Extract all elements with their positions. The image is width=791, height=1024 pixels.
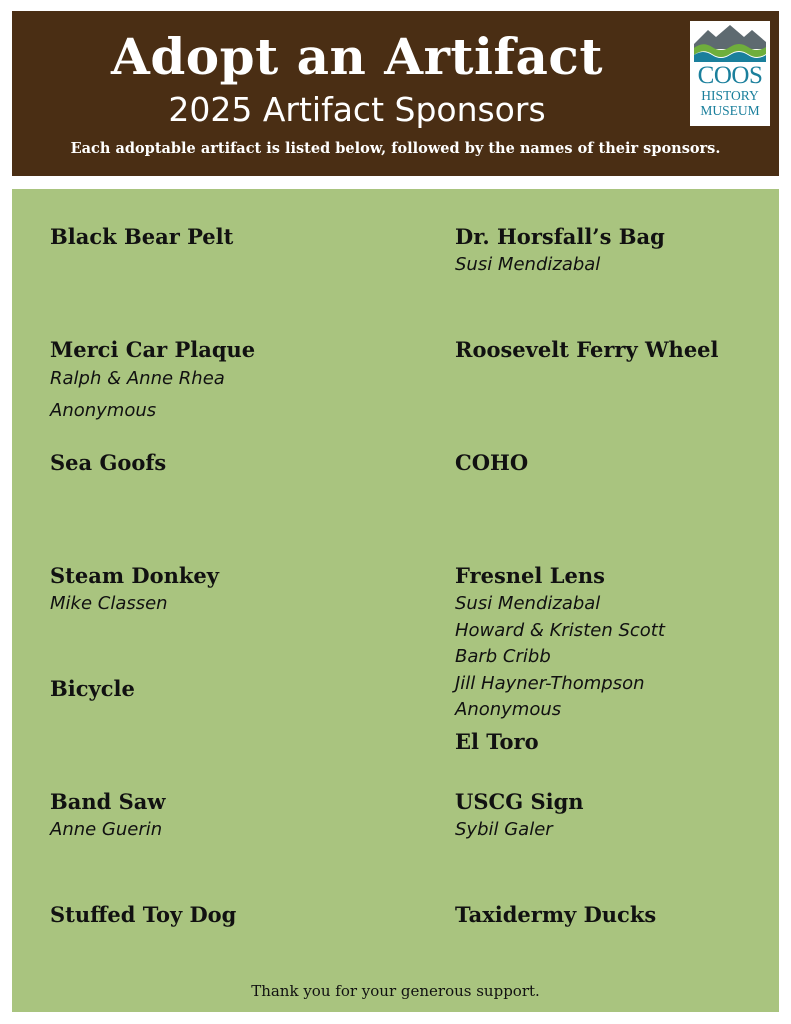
artifact-list-panel	[12, 189, 779, 1012]
artifact-title: Band Saw	[50, 789, 166, 814]
sponsor-list	[455, 591, 665, 724]
artifact-uscg-sign	[455, 789, 584, 845]
sponsor-name: Barb Cribb	[455, 646, 551, 667]
header-banner	[12, 11, 779, 176]
sponsor-name: Anonymous	[50, 400, 157, 421]
artifact-merci-car-plaque	[50, 337, 255, 427]
artifact-title: Stuffed Toy Dog	[50, 902, 237, 927]
sponsor-name: Sybil Galer	[455, 819, 553, 840]
artifact-title: Roosevelt Ferry Wheel	[455, 337, 719, 362]
sponsor-name: Jill Hayner-Thompson	[455, 672, 645, 694]
museum-logo	[690, 21, 770, 126]
artifact-coho	[455, 450, 528, 476]
intro-text: Each adoptable artifact is listed below, followed by the names of their sponsors.	[70, 140, 721, 157]
artifact-bicycle	[50, 676, 135, 702]
artifact-title: Black Bear Pelt	[50, 224, 234, 249]
sponsor-name: Susi Mendizabal	[455, 593, 601, 614]
artifact-el-toro	[455, 729, 539, 755]
artifact-title: Taxidermy Ducks	[455, 902, 657, 927]
artifact-stuffed-toy-dog	[50, 902, 236, 928]
sponsor-name: Anonymous	[455, 699, 562, 720]
artifact-dr-horsfalls-bag	[455, 224, 665, 280]
page-title: Adopt an Artifact	[111, 27, 603, 86]
footer-thank-you: Thank you for your generous support.	[251, 982, 540, 1000]
artifact-title: Fresnel Lens	[455, 563, 605, 588]
artifact-title: COHO	[455, 450, 529, 475]
artifact-title: Bicycle	[50, 676, 135, 701]
artifact-taxidermy-ducks	[455, 902, 656, 928]
artifact-title: Merci Car Plaque	[50, 337, 256, 362]
artifact-title: Sea Goofs	[50, 450, 167, 475]
artifact-fresnel-lens	[455, 563, 665, 724]
page-subtitle: 2025 Artifact Sponsors	[168, 90, 546, 129]
artifact-sea-goofs	[50, 450, 166, 476]
logo-text-history: HISTORY	[701, 88, 759, 103]
mountains-waves-icon	[694, 24, 766, 62]
artifact-steam-donkey	[50, 563, 219, 619]
artifact-title: USCG Sign	[455, 789, 584, 814]
artifact-band-saw	[50, 789, 165, 845]
artifact-black-bear-pelt	[50, 224, 233, 250]
artifact-title: El Toro	[455, 729, 539, 754]
sponsor-name: Howard & Kristen Scott	[455, 619, 665, 641]
logo-text-museum: MUSEUM	[700, 103, 760, 118]
artifact-title: Dr. Horsfall’s Bag	[455, 224, 665, 249]
artifact-roosevelt-ferry-wheel	[455, 337, 719, 363]
logo-text-coos: COOS	[697, 62, 763, 89]
sponsor-name: Anne Guerin	[50, 819, 163, 840]
sponsor-name: Ralph & Anne Rhea	[50, 368, 225, 389]
artifact-title: Steam Donkey	[50, 563, 219, 588]
sponsor-name: Susi Mendizabal	[455, 254, 601, 275]
sponsor-name: Mike Classen	[50, 593, 168, 614]
